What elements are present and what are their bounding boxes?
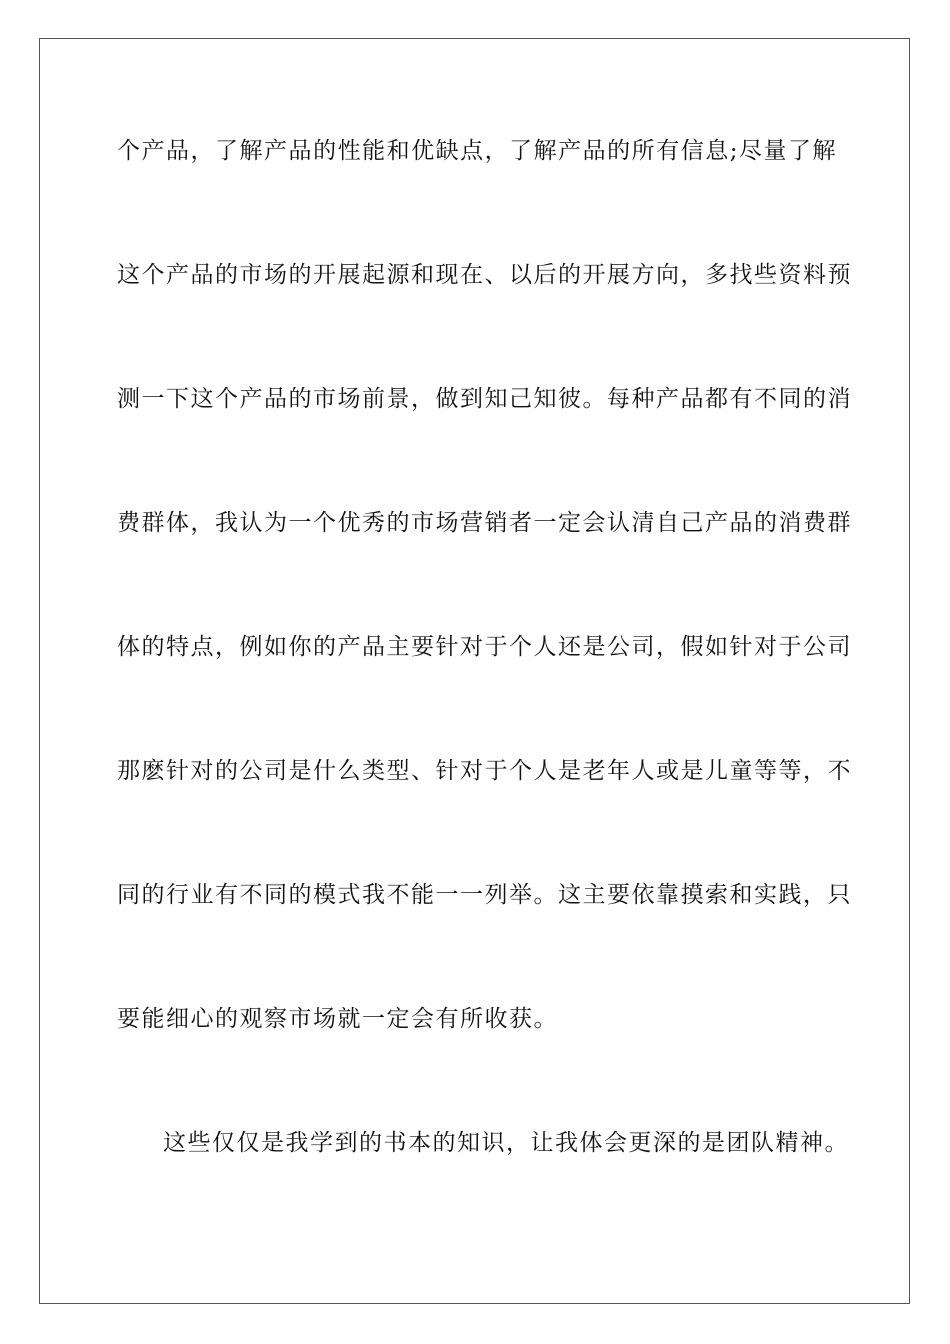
- text-line-3: 测一下这个产品的市场前景，做到知己知彼。每种产品都有不同的消: [117, 386, 852, 412]
- text-line-7: 同的行业有不同的模式我不能一一列举。这主要依靠摸索和实践，只: [117, 882, 852, 908]
- text-line-4: 费群体，我认为一个优秀的市场营销者一定会认清自己产品的消费群: [117, 510, 852, 536]
- text-line-8: 要能细心的观察市场就一定会有所收获。: [117, 1006, 558, 1032]
- text-line-5: 体的特点，例如你的产品主要针对于个人还是公司，假如针对于公司: [117, 634, 852, 660]
- paragraph-2: 这些仅仅是我学到的书本的知识，让我体会更深的是团队精神。: [163, 1130, 849, 1156]
- text-line-6: 那麽针对的公司是什么类型、针对于个人是老年人或是儿童等等，不: [117, 758, 852, 784]
- text-line-1: 个产品，了解产品的性能和优缺点，了解产品的所有信息;尽量了解: [117, 138, 837, 164]
- text-line-2: 这个产品的市场的开展起源和现在、以后的开展方向，多找些资料预: [117, 262, 852, 288]
- page-frame: [39, 38, 910, 1304]
